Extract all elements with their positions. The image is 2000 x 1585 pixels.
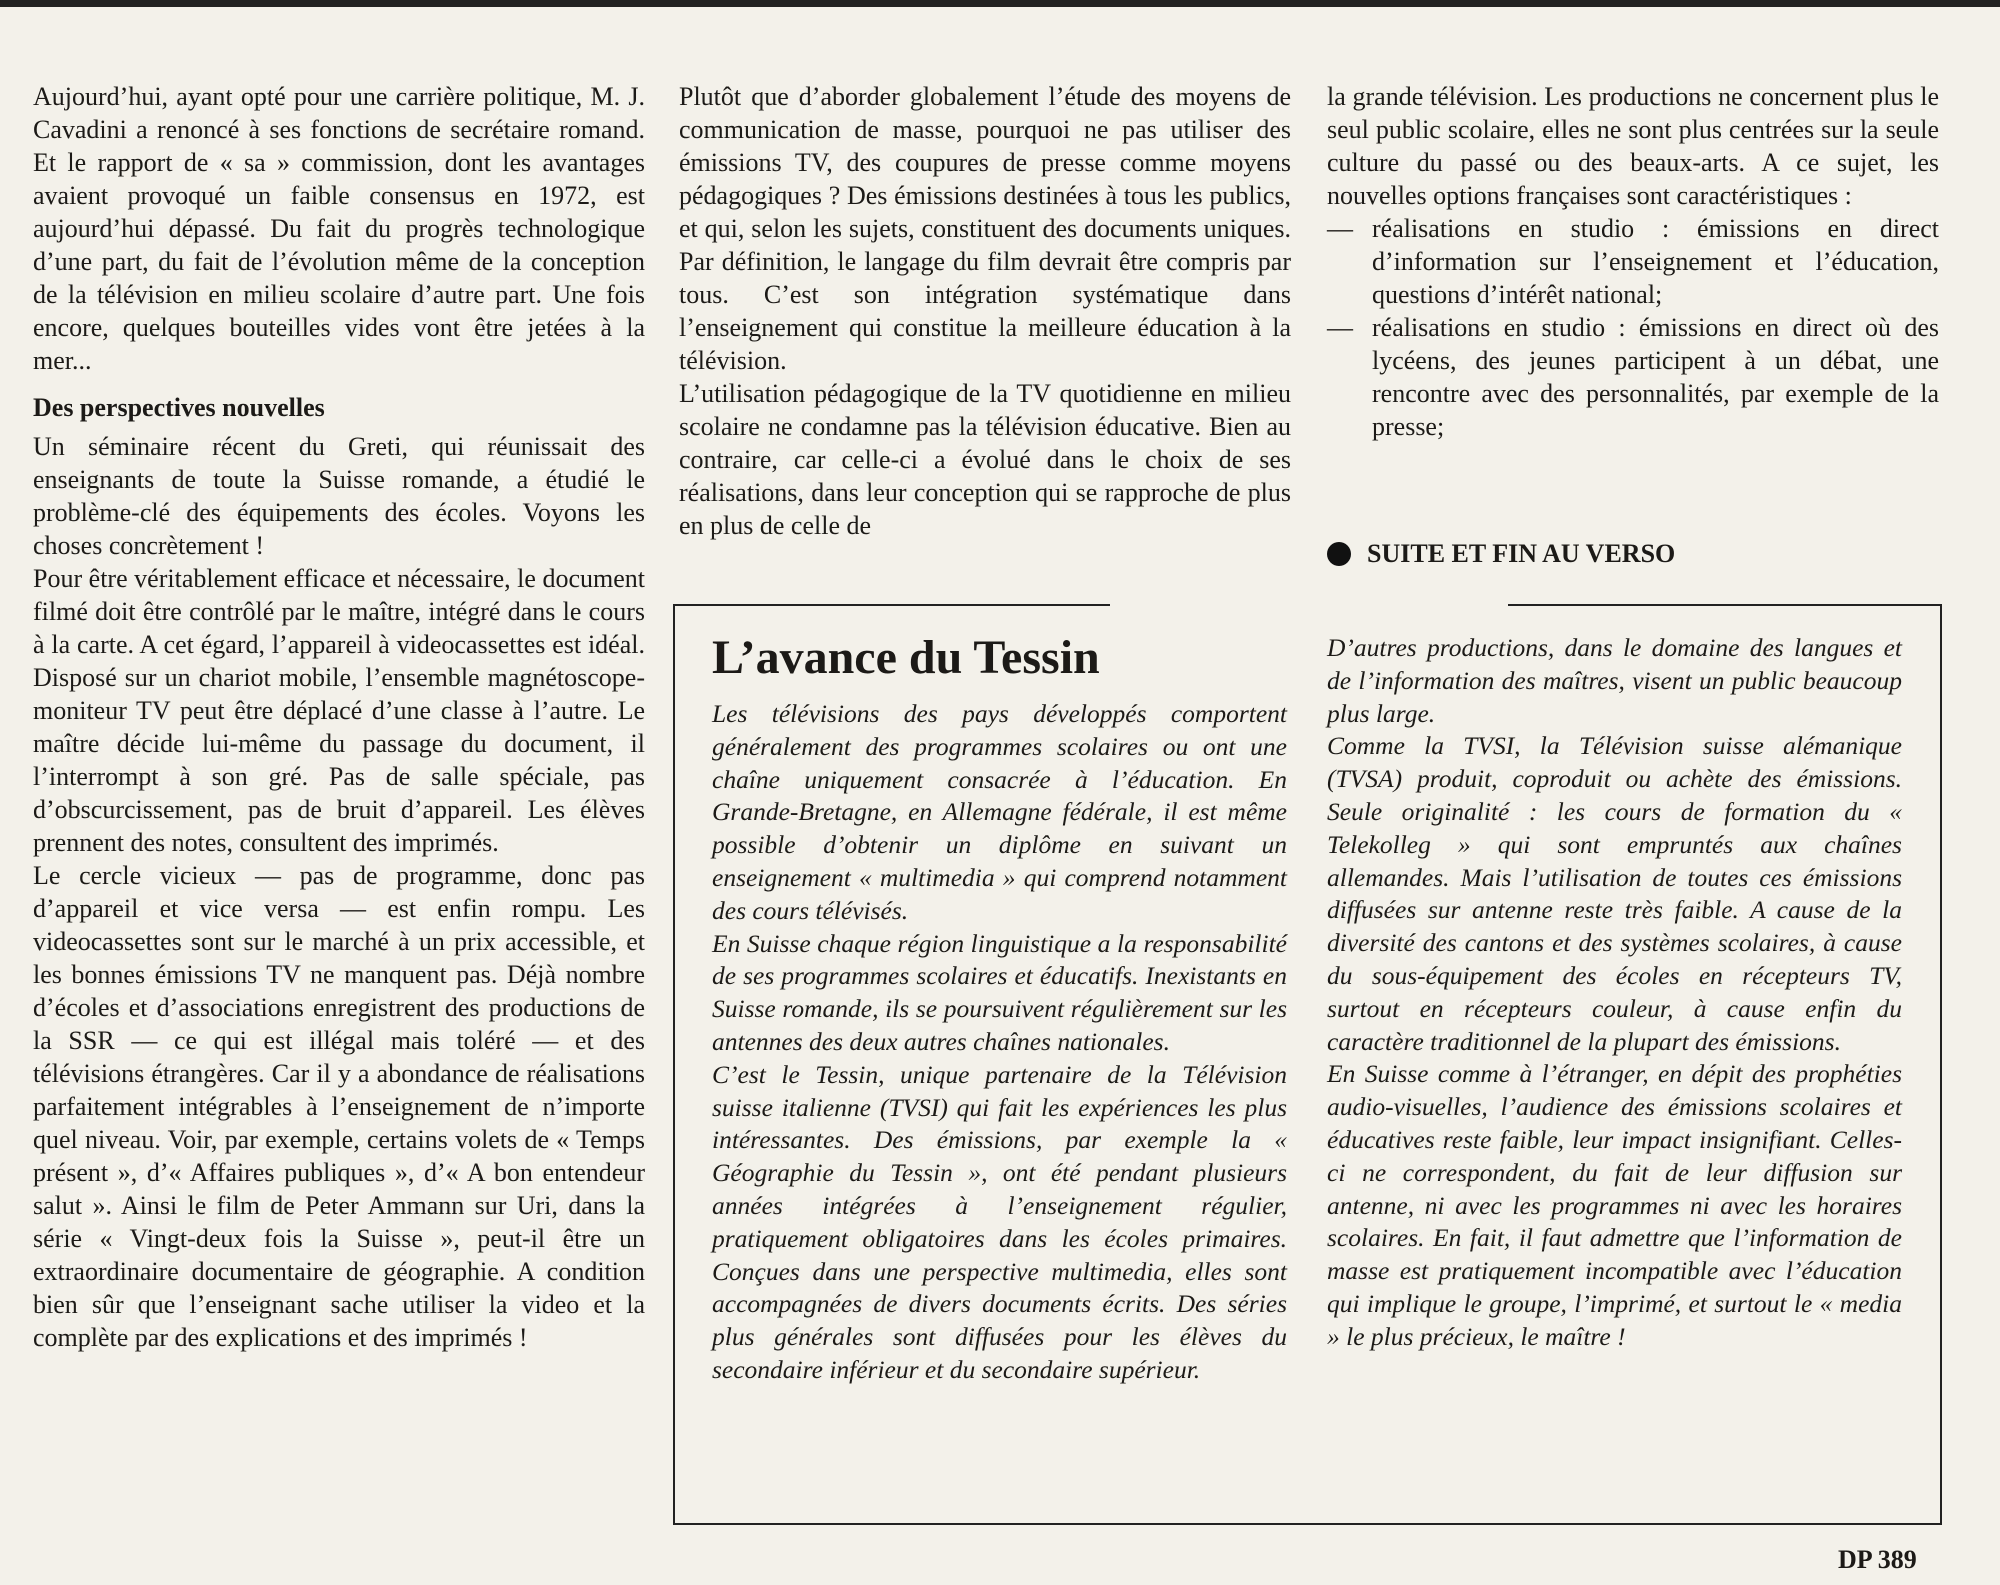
box-column-left [712,698,1287,1387]
top-rule [0,0,2000,7]
box-paragraph: En Suisse chaque région linguistique a la responsabilité de ses programmes scolaires et éducatifs. Inexistants en Suisse romande, ils se poursuivent régulièrement sur les antennes des deux autres chaînes nationales. [712,928,1287,1056]
section-subheading: Des perspectives nouvelles [33,393,325,422]
box-paragraph: Les télévisions des pays développés comportent généralement des programmes scolaires ou ont une chaîne uniquement consacrée à l’éducation. En Grande-Bretagne, en Allemagne fédérale, il est même possible d’obtenir un diplôme en suivant un enseignement « multimedia » qui comprend notamment des cours télévisés. [712,699,1287,925]
paragraph: Aujourd’hui, ayant opté pour une carrière politique, M. J. Cavadini a renoncé à ses fonctions de secrétaire romand. Et le rapport de « sa » commission, dont les avantages avaient provoqué un faible consensus en 1972, est aujourd’hui dépassé. Du fait du progrès technologique d’une part, du fait de l’évolution même de la conception de la télévision en milieu scolaire d’autre part. Une fois encore, quelques bouteilles vides vont être jetées à la mer... [33,82,645,375]
list-item [1327,212,1939,311]
box-right-rule [1940,604,1942,1525]
continued-notice-text: SUITE ET FIN AU VERSO [1367,539,1676,568]
box-title: L’avance du Tessin [712,631,1100,684]
list-item [1327,311,1939,443]
box-paragraph: D’autres productions, dans le domaine des langues et de l’information des maîtres, visent un public beaucoup plus large. [1327,633,1902,728]
box-paragraph: En Suisse comme à l’étranger, en dépit des prophéties audio-visuelles, l’audience des émissions scolaires et éducatives reste faible, leur impact insignifiant. Celles-ci ne correspondent, du fait de leur diffusion sur antenne, ni avec les programmes ni avec les horaires scolaires. En fait, il faut admettre que l’information de masse est pratiquement incompatible avec l’éducation qui implique le groupe, l’imprimé, et surtout le « media » le plus précieux, le maître ! [1327,1059,1902,1351]
bullet-dot-icon [1327,542,1351,566]
box-top-rule-right [1508,604,1942,606]
box-paragraph: Comme la TVSI, la Télévision suisse alémanique (TVSA) produit, coproduit ou achète des émissions. Seule originalité : les cours de formation du « Telekolleg » qui sont empruntés aux chaînes allemandes. Mais l’utilisation de toutes ces émissions diffusées sur antenne reste très faible. A cause de la diversité des cantons et des systèmes scolaires, à cause du sous-équipement des écoles en récepteurs TV, surtout en récepteurs couleur, à cause enfin du caractère traditionnel de la plupart des émissions. [1327,731,1902,1056]
paragraph: L’utilisation pédagogique de la TV quotidienne en milieu scolaire ne condamne pas la télévision éducative. Bien au contraire, car celle-ci a évolué dans le choix de ses réalisations, dans leur conception qui se rapproche de plus en plus de celle de [679,379,1291,540]
box-paragraph: C’est le Tessin, unique partenaire de la Télévision suisse italienne (TVSI) qui fait les expériences les plus intéressantes. Des émissions, par exemple la « Géographie du Tessin », ont été pendant plusieurs années intégrées à l’enseignement régulier, pratiquement obligatoires dans les écoles primaires. Conçues dans une perspective multimedia, elles sont accompagnées de divers documents écrits. Des séries plus générales sont diffusées pour les élèves du secondaire inférieur et du secondaire supérieur. [712,1059,1287,1384]
page-number: DP 389 [1838,1545,1917,1574]
article-column-1 [33,80,645,1354]
paragraph: Pour être véritablement efficace et nécessaire, le document filmé doit être contrôlé par le maître, intégré dans le cours à la carte. A cet égard, l’appareil à videocassettes est idéal. Disposé sur un chariot mobile, l’ensemble magnétoscope-moniteur TV peut être déplacé d’une classe à l’autre. Le maître décide lui-même du passage du document, il l’interrompt à son gré. Pas de salle spéciale, pas d’obscurcissement, pas de bruit d’appareil. Les élèves prennent des notes, consultent des imprimés. [33,564,645,857]
article-column-2 [679,80,1291,542]
box-column-right [1327,632,1902,1354]
paragraph: la grande télévision. Les productions ne concernent plus le seul public scolaire, elles ne sont plus centrées sur la seule culture du passé ou des beaux-arts. A ce sujet, les nouvelles options françaises sont caractéristiques : [1327,82,1939,210]
box-bottom-rule [673,1523,1942,1525]
continued-notice [1327,537,1675,570]
options-list [1327,212,1939,443]
article-column-3 [1327,80,1939,443]
box-left-rule [673,604,675,1525]
paragraph: Plutôt que d’aborder globalement l’étude des moyens de communication de masse, pourquoi ne pas utiliser des émissions TV, des coupures de presse comme moyens pédagogiques ? Des émissions destinées à tous les publics, et qui, selon les sujets, constituent des documents uniques. Par définition, le langage du film devrait être compris par tous. C’est son intégration systématique dans l’enseignement qui constitue la meilleure éducation à la télévision. [679,82,1291,375]
paragraph: Le cercle vicieux — pas de programme, donc pas d’appareil et vice versa — est enfin rompu. Les videocassettes sont sur le marché à un prix accessible, et les bonnes émissions TV ne manquent pas. Déjà nombre d’écoles et d’associations enregistrent des productions de la SSR — ce qui est illégal mais toléré — et des télévisions étrangères. Car il y a abondance de réalisations parfaitement intégrables à l’enseignement de n’importe quel niveau. Voir, par exemple, certains volets de « Temps présent », d’« Affaires publiques », d’« A bon entendeur salut ». Ainsi le film de Peter Ammann sur Uri, dans la série « Vingt-deux fois la Suisse », peut-il être un extraordinaire documentaire de géographie. A condition bien sûr que l’enseignant sache utiliser la video et la complète par des explications et des imprimés ! [33,861,645,1352]
box-top-rule-left [673,604,1110,606]
list-dash: — [1327,313,1353,342]
list-item-text: réalisations en studio : émissions en direct où des lycéens, des jeunes participent à un débat, une rencontre avec des personnalités, par exemple de la presse; [1372,313,1939,441]
list-dash: — [1327,214,1353,243]
list-item-text: réalisations en studio : émissions en direct d’information sur l’enseignement et l’éducation, questions d’intérêt national; [1372,214,1939,309]
paragraph: Un séminaire récent du Greti, qui réunissait des enseignants de toute la Suisse romande, a étudié le problème-clé des équipements des écoles. Voyons les choses concrètement ! [33,432,645,560]
